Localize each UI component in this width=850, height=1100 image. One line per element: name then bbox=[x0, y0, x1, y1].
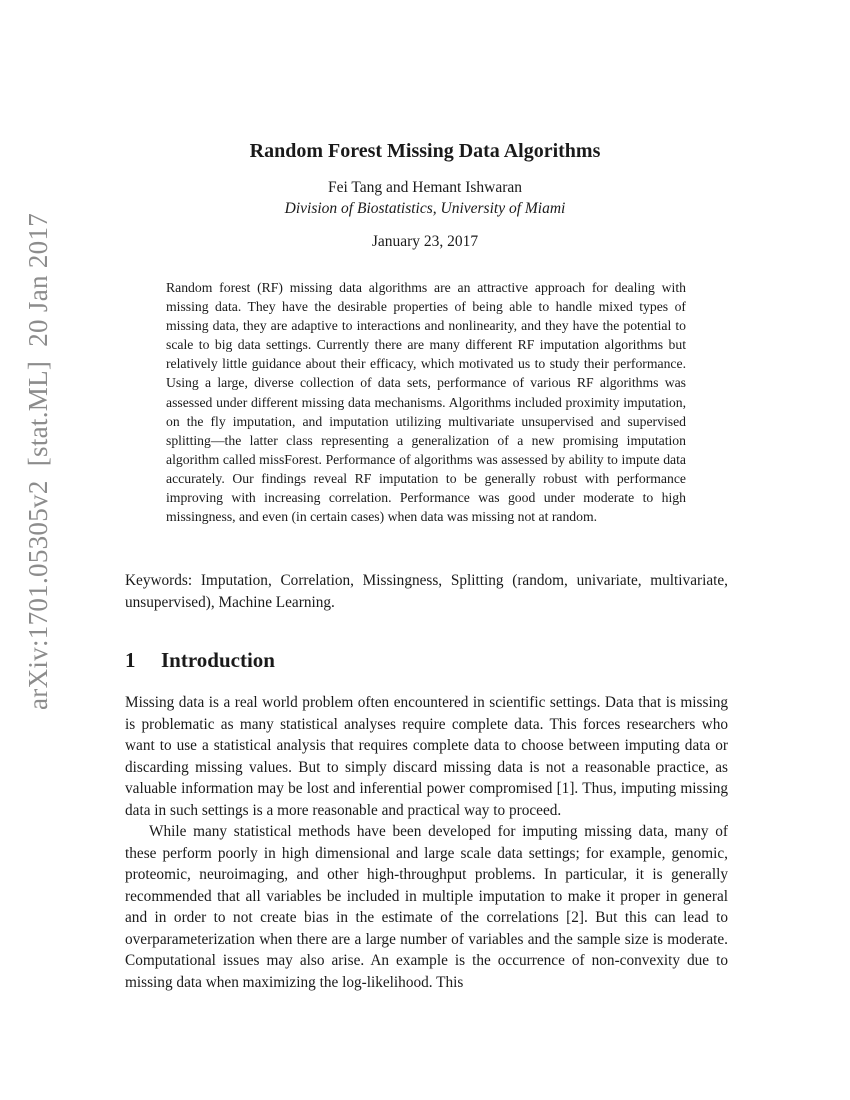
paper-date: January 23, 2017 bbox=[371, 233, 479, 250]
introduction-body bbox=[125, 692, 728, 993]
abstract: Random forest (RF) missing data algorithms are an attractive approach for dealing with missing data. They have the desirable properties of being able to handle mixed types of missing data, they are adaptive to interactions and nonlinearity, and they have the potential to scale to big data settings. Currently there are many different RF imputation algorithms but relatively little guidance about their efficacy, which motivated us to study their performance. Using a large, diverse collection of data sets, performance of various RF algorithms was assessed under different missing data mechanisms. Algorithms included proximity imputation, on the fly imputation, and imputation utilizing multivariate unsupervised and supervised splitting—the latter class representing a generalization of a new promising imputation algorithm called missForest. Performance of algorithms was assessed by ability to impute data accurately. Our findings reveal RF imputation to be generally robust with performance improving with increasing correlation. Performance was good under moderate to high missingness, and even (in certain cases) when data was missing not at random. bbox=[166, 280, 686, 525]
keywords: Keywords: Imputation, Correlation, Missingness, Splitting (random, univariate, multivariate, unsupervised), Machine Learning. bbox=[125, 572, 728, 611]
arxiv-identifier-stamp: arXiv:1701.05305v2 [stat.ML] 20 Jan 2017 bbox=[23, 212, 53, 710]
paper-affiliation: Division of Biostatistics, University of Miami bbox=[284, 200, 566, 217]
section-title: Introduction bbox=[161, 648, 275, 672]
section-number: 1 bbox=[125, 648, 136, 672]
paper-authors: Fei Tang and Hemant Ishwaran bbox=[327, 179, 523, 196]
paragraph: While many statistical methods have been developed for imputing missing data, many of these perform poorly in high dimensional and large scale data settings; for example, genomic, proteomic, neuroimaging, and other high-throughput problems. In particular, it is generally recommended that all variables be included in multiple imputation to make it proper in general and in order to not create bias in the estimate of the correlations [2]. But this can lead to overparameterization when there are a large number of variables and the sample size is moderate. Computational issues may also arise. An example is the occurrence of non-convexity due to missing data when maximizing the log-likelihood. This bbox=[125, 823, 728, 991]
paper-title: Random Forest Missing Data Algorithms bbox=[249, 140, 601, 162]
section-heading-introduction bbox=[125, 648, 275, 673]
paragraph: Missing data is a real world problem often encountered in scientific settings. Data that is missing is problematic as many statistical analyses require complete data. This forces researchers who want to use a statistical analysis that requires complete data to choose between imputing data or discarding missing values. But to simply discard missing data is not a reasonable practice, as valuable information may be lost and inferential power compromised [1]. Thus, imputing missing data in such settings is a more reasonable and practical way to proceed. bbox=[125, 694, 728, 819]
